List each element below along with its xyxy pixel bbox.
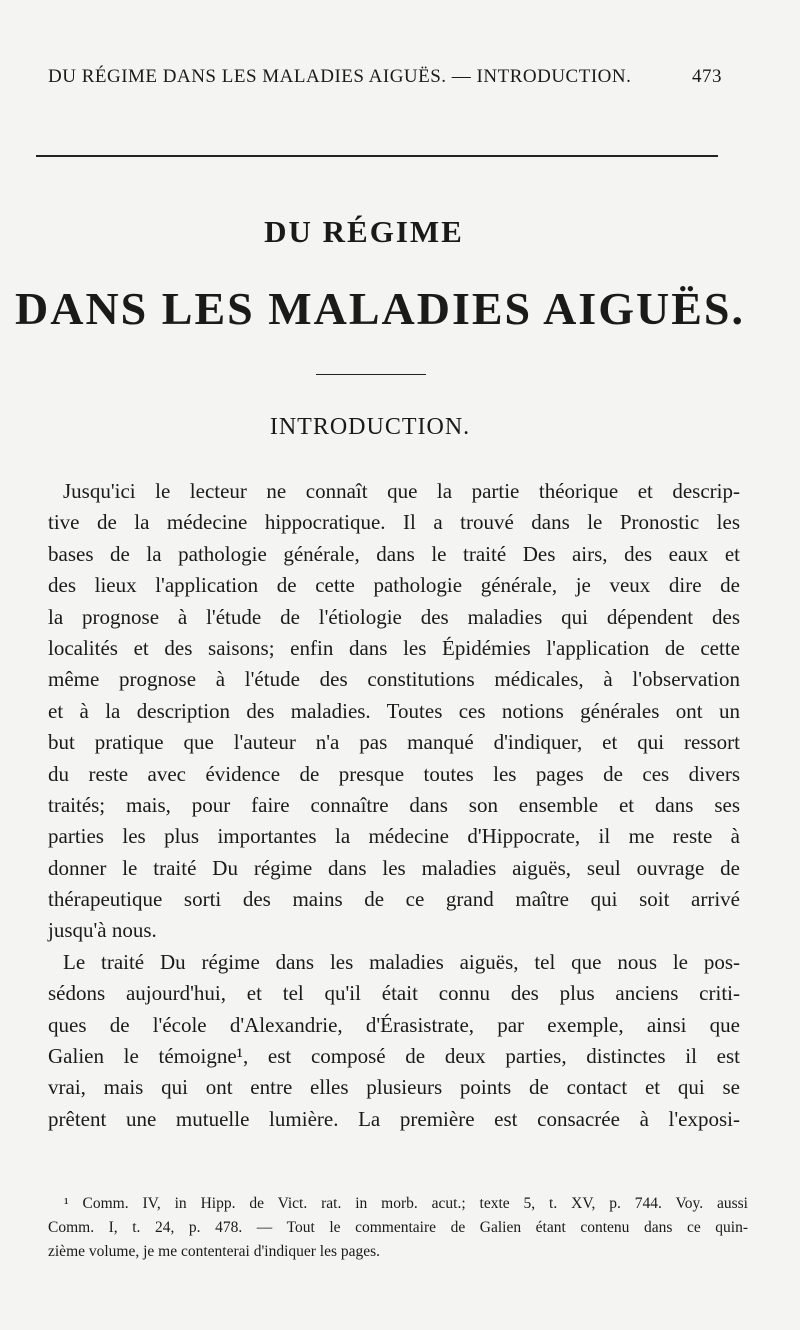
body-line: tive de la médecine hippocratique. Il a trouvé dans le Pronostic les: [48, 510, 740, 535]
body-line: Jusqu'ici le lecteur ne connaît que la partie théorique et descrip-: [63, 479, 740, 503]
body-line: du reste avec évidence de presque toutes les pages de ces divers: [48, 761, 740, 786]
section-heading: INTRODUCTION.: [269, 414, 471, 440]
title-line-2: DANS LES MALADIES AIGUËS.: [15, 283, 745, 334]
body-line: parties les plus importantes la médecine d'Hippocrate, il me reste à: [48, 824, 740, 849]
body-line: localités et des saisons; enfin dans les Épidémies l'application de cette: [48, 635, 740, 660]
body-line: des lieux l'application de cette pathologie générale, je veux dire de: [48, 573, 740, 598]
body-line: la prognose à l'étude de l'étiologie des maladies qui dépendent des: [48, 604, 740, 629]
footnotes: [48, 1192, 748, 1264]
footnote-line: zième volume, je me contenterai d'indiquer les pages.: [48, 1243, 381, 1260]
body-line: but pratique que l'auteur n'a pas manqué d'indiquer, et qui ressort: [48, 730, 740, 755]
footnote-line: ¹ Comm. IV, in Hipp. de Vict. rat. in morb. acut.; texte 5, t. XV, p. 744. Voy. aussi: [64, 1195, 748, 1212]
body-line: vrai, mais qui ont entre elles plusieurs points de contact et qui se: [48, 1075, 740, 1100]
body-line: Le traité Du régime dans les maladies aiguës, tel que nous le pos-: [63, 949, 740, 974]
body-line: et à la description des maladies. Toutes ces notions générales ont un: [48, 698, 740, 723]
page-number: 473: [692, 66, 722, 87]
title-rule: [316, 374, 426, 375]
body-line: jusqu'à nous.: [48, 918, 157, 943]
body-line: sédons aujourd'hui, et tel qu'il était connu des plus anciens criti-: [48, 981, 740, 1006]
body-line: prêtent une mutuelle lumière. La première est consacrée à l'exposi-: [48, 1106, 740, 1131]
footnote-line: Comm. I, t. 24, p. 478. — Tout le commentaire de Galien étant contenu dans ce quin-: [48, 1219, 748, 1236]
body-line: Galien le témoigne¹, est composé de deux parties, distinctes il est: [48, 1044, 740, 1069]
running-head-title: DU RÉGIME DANS LES MALADIES AIGUËS. — INTRODUCTION.: [48, 66, 632, 87]
body-text: [48, 476, 740, 1135]
body-line: ques de l'école d'Alexandrie, d'Érasistrate, par exemple, ainsi que: [48, 1012, 740, 1037]
body-line: donner le traité Du régime dans les maladies aiguës, seul ouvrage de: [48, 855, 740, 880]
title-line-1: DU RÉGIME: [264, 214, 464, 249]
body-line: traités; mais, pour faire connaître dans son ensemble et dans ses: [48, 792, 740, 817]
body-line: bases de la pathologie générale, dans le traité Des airs, des eaux et: [48, 541, 740, 566]
running-head: [48, 66, 722, 88]
header-rule: [36, 155, 718, 157]
body-line: thérapeutique sorti des mains de ce grand maître qui soit arrivé: [48, 887, 740, 912]
body-line: même prognose à l'étude des constitutions médicales, à l'observation: [48, 667, 740, 692]
